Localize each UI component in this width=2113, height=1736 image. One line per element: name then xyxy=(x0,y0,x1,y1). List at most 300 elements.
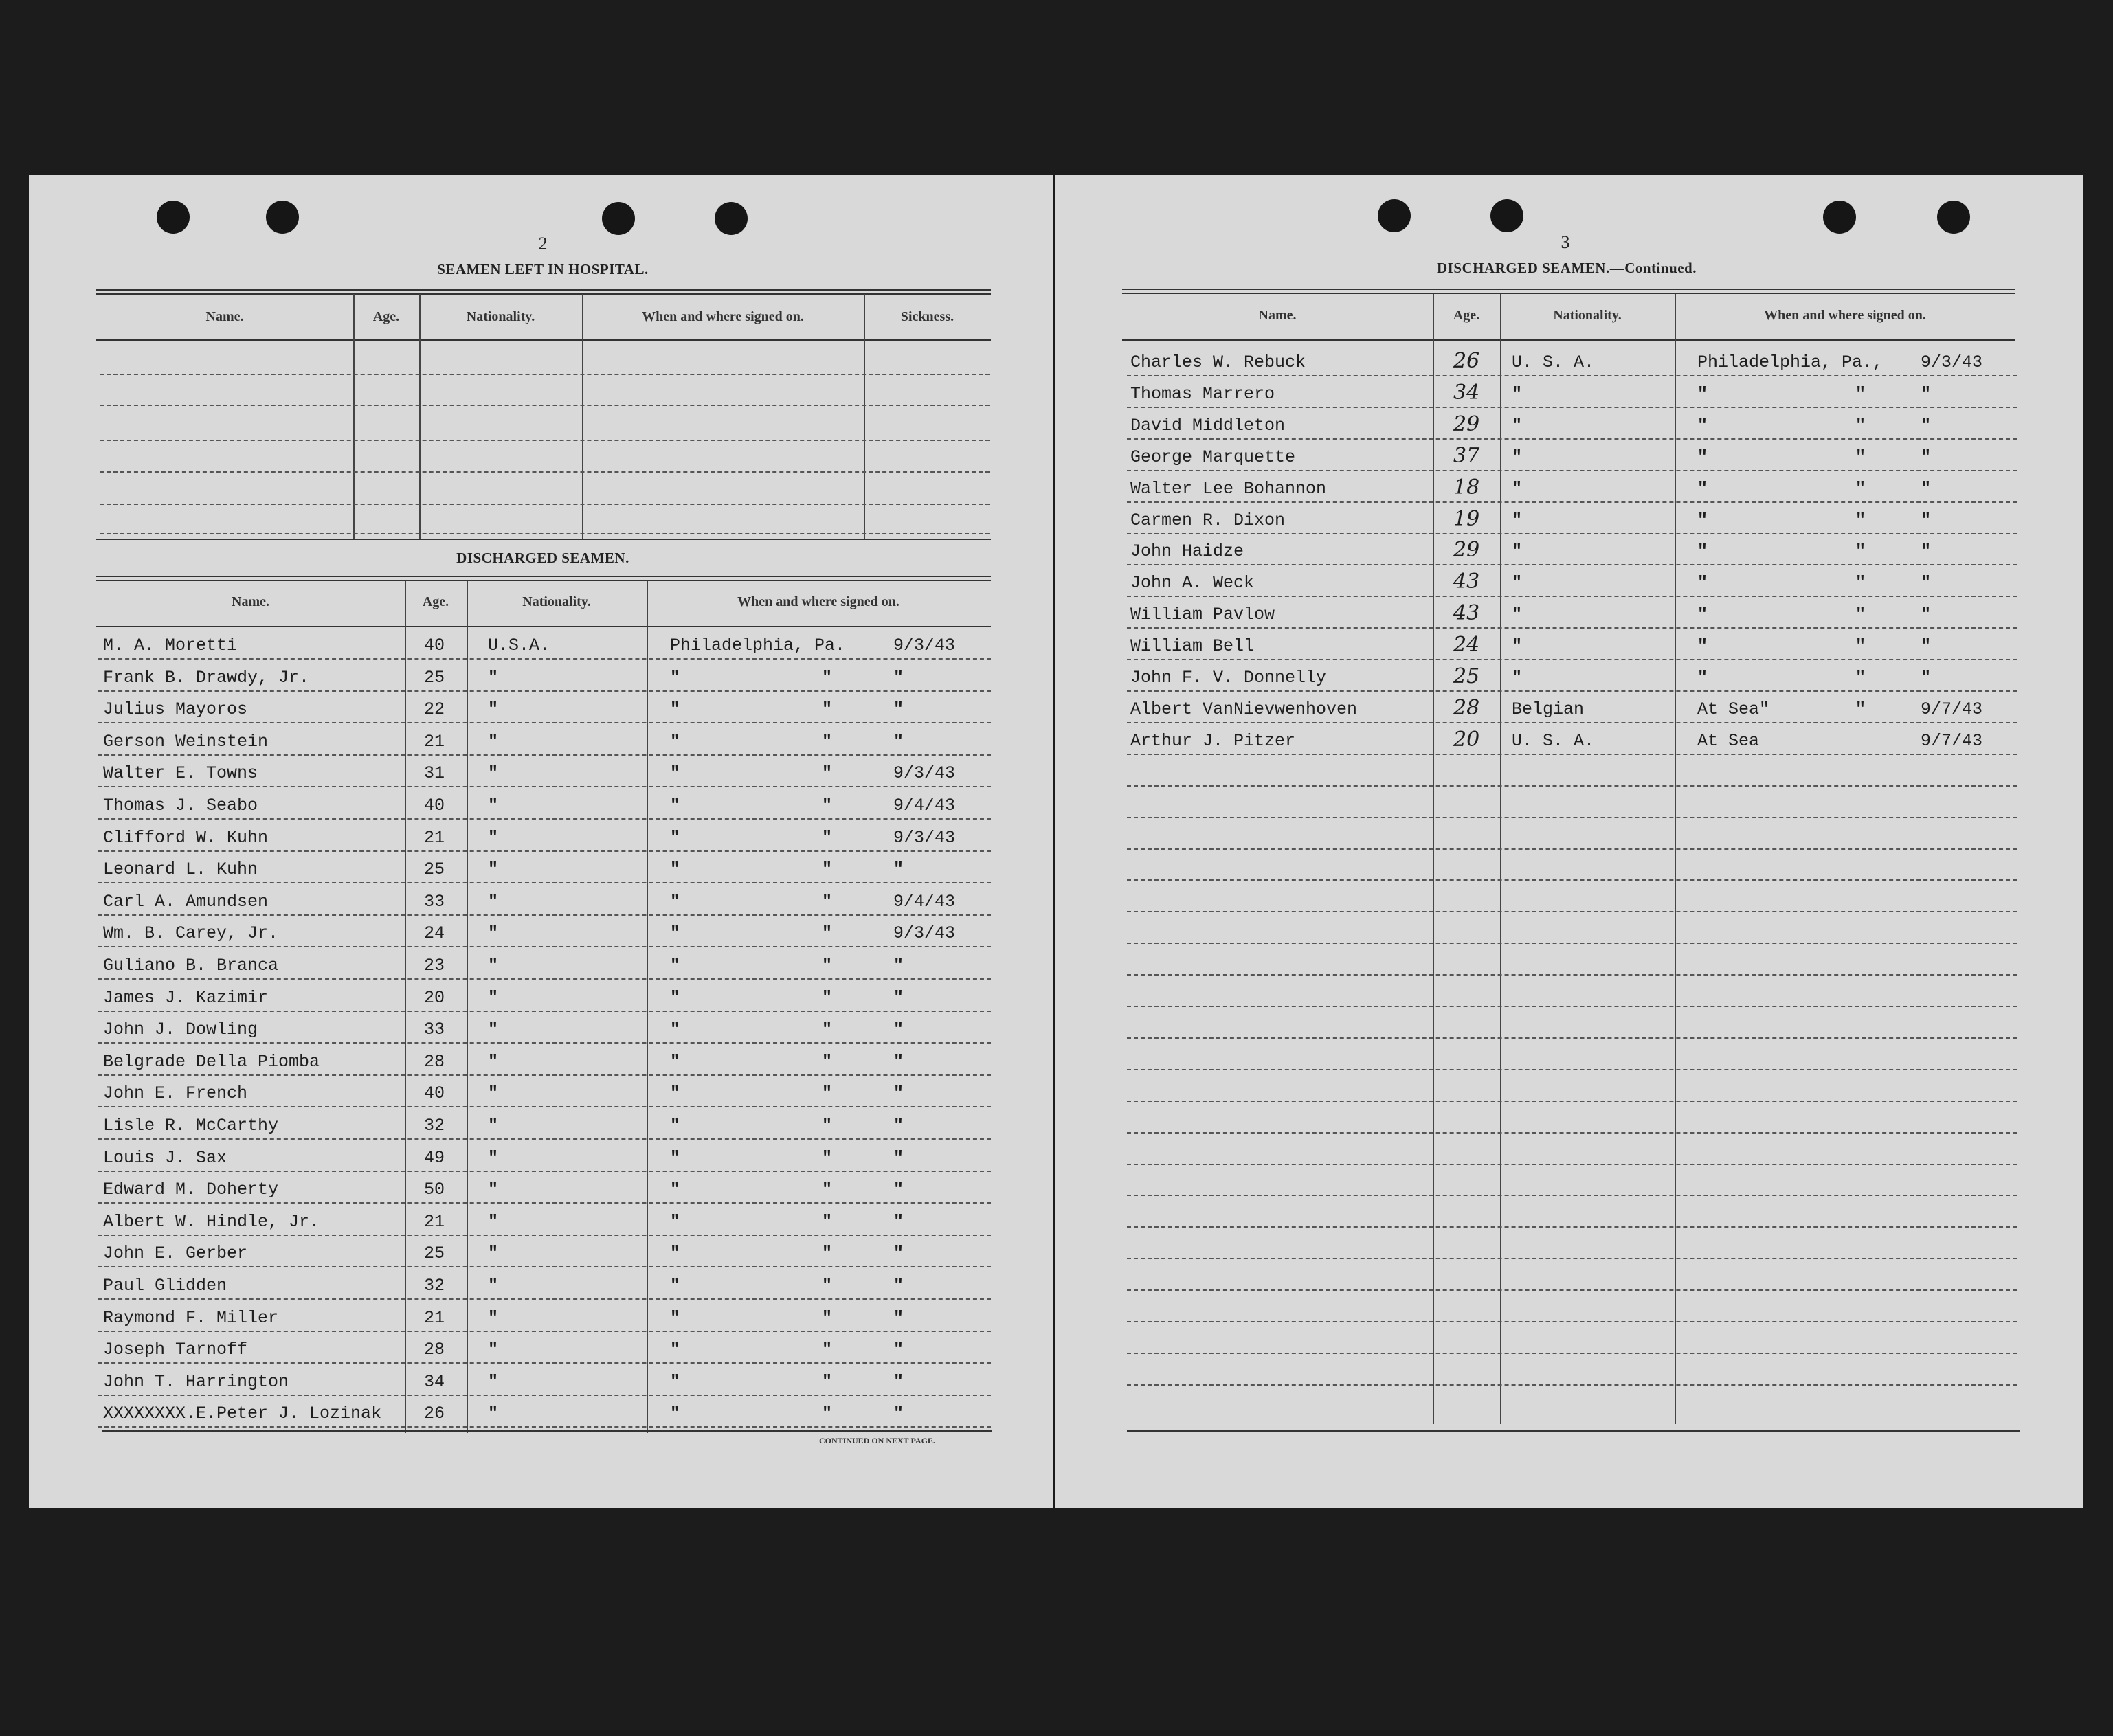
column-divider xyxy=(647,581,648,1433)
cell-w1: " xyxy=(670,667,681,688)
cell-nat: " xyxy=(488,1051,499,1072)
column-divider xyxy=(467,581,468,1433)
cell-w1: " xyxy=(670,1371,681,1392)
cell-w2: " xyxy=(822,1404,833,1424)
cell-w3: 9/4/43 xyxy=(893,796,956,815)
cell-nat: " xyxy=(1512,415,1523,436)
cell-w2: " xyxy=(1855,605,1866,625)
row-line xyxy=(98,850,991,852)
row-line xyxy=(98,754,991,756)
row-line xyxy=(98,1362,991,1364)
cell-w1: At Sea" xyxy=(1697,699,1770,719)
cell-w3: 9/4/43 xyxy=(893,891,956,912)
cell-age: 34 xyxy=(424,1371,445,1392)
cell-w1: " xyxy=(1697,383,1708,404)
rule xyxy=(96,339,991,341)
cell-age: 43 xyxy=(1453,601,1480,626)
row-line xyxy=(1127,690,2017,692)
cell-w2: " xyxy=(822,956,833,976)
cell-w1: " xyxy=(1697,573,1708,594)
cell-w2: " xyxy=(1855,668,1866,688)
rule xyxy=(96,576,991,581)
cell-nat: " xyxy=(1512,636,1523,657)
row-line xyxy=(98,690,991,692)
cell-nat: U. S. A. xyxy=(1512,730,1595,751)
cell-w3: 9/3/43 xyxy=(893,635,956,655)
cell-age: 33 xyxy=(424,891,445,912)
cell-age: 25 xyxy=(424,667,445,688)
binder-hole-icon xyxy=(1490,199,1523,232)
cell-age: 22 xyxy=(424,699,445,720)
cell-w1: " xyxy=(1697,510,1708,530)
row-line xyxy=(1127,879,2017,881)
binder-hole-icon xyxy=(715,202,748,235)
cell-w3: " xyxy=(893,1243,904,1264)
cell-w1: " xyxy=(670,827,681,848)
row-line xyxy=(1127,943,2017,944)
row-line xyxy=(98,1331,991,1332)
cell-w1: " xyxy=(1697,605,1708,625)
cell-age: 21 xyxy=(424,731,445,752)
cell-name: William Bell xyxy=(1130,636,1255,657)
cell-w1: " xyxy=(670,1211,681,1232)
cell-w2: " xyxy=(822,1116,833,1136)
row-line xyxy=(98,978,991,980)
cell-name: John E. Gerber xyxy=(103,1243,248,1264)
discharged-title: DISCHARGED SEAMEN. xyxy=(456,550,629,566)
discharged-header-name: Name. xyxy=(232,594,269,609)
cell-w1: " xyxy=(1697,478,1708,499)
column-divider xyxy=(582,294,583,539)
cell-w3: " xyxy=(893,1211,904,1232)
cell-w3: " xyxy=(893,1307,904,1328)
cell-w3: 9/3/43 xyxy=(1921,352,1983,372)
cell-w1: " xyxy=(1697,447,1708,467)
cell-name: Guliano B. Branca xyxy=(103,956,279,976)
hospital-header-name: Name. xyxy=(205,309,244,324)
cell-name: Albert VanNievwenhoven xyxy=(1130,699,1358,719)
column-divider xyxy=(864,294,865,539)
cell-w3: 9/3/43 xyxy=(893,827,956,848)
cell-w1: " xyxy=(1697,636,1708,657)
row-line xyxy=(1127,754,2017,755)
cell-nat: " xyxy=(488,1211,499,1232)
cell-w3: " xyxy=(1921,573,1932,594)
row-line xyxy=(1127,564,2017,565)
cell-w3: " xyxy=(1921,415,1932,436)
cell-nat: " xyxy=(488,667,499,688)
cell-w1: " xyxy=(670,731,681,752)
cell-name: Belgrade Della Piomba xyxy=(103,1051,320,1072)
row-line xyxy=(1127,627,2017,629)
cell-w3: " xyxy=(893,1276,904,1296)
row-line xyxy=(1127,848,2017,850)
cell-w2: " xyxy=(822,1051,833,1072)
cell-name: XXXXXXXX.E.Peter J. Lozinak xyxy=(103,1404,382,1424)
cell-age: 28 xyxy=(424,1051,445,1072)
cell-w3: " xyxy=(893,1180,904,1200)
cell-w3: " xyxy=(893,1340,904,1360)
cell-age: 34 xyxy=(1453,380,1480,405)
cell-w2: " xyxy=(822,1180,833,1200)
row-line xyxy=(98,1202,991,1204)
row-line xyxy=(1127,1258,2017,1259)
cell-nat: " xyxy=(488,827,499,848)
row-line xyxy=(98,1106,991,1107)
cell-age: 40 xyxy=(424,1083,445,1104)
cell-w1: " xyxy=(670,763,681,784)
cell-w3: " xyxy=(893,699,904,720)
binder-hole-icon xyxy=(1937,201,1970,234)
cell-nat: " xyxy=(488,763,499,784)
cell-w2: " xyxy=(822,667,833,688)
row-line xyxy=(98,1266,991,1267)
row-line xyxy=(1127,533,2017,534)
cell-nat: " xyxy=(488,956,499,976)
cell-nat: U.S.A. xyxy=(488,635,550,655)
row-line xyxy=(98,946,991,947)
cell-nat: " xyxy=(1512,541,1523,562)
cell-nat: " xyxy=(488,731,499,752)
row-line xyxy=(98,818,991,820)
cell-age: 43 xyxy=(1453,570,1480,594)
cell-name: John T. Harrington xyxy=(103,1371,289,1392)
cell-nat: " xyxy=(488,1116,499,1136)
cell-w3: " xyxy=(893,1404,904,1424)
cell-w1: At Sea xyxy=(1697,730,1760,751)
cell-w2: " xyxy=(822,1211,833,1232)
hospital-header-signed-on: When and where signed on. xyxy=(642,309,804,324)
cell-name: Walter E. Towns xyxy=(103,763,258,784)
rule xyxy=(1122,289,2015,294)
cell-name: Carl A. Amundsen xyxy=(103,891,269,912)
discharged-header-nationality: Nationality. xyxy=(522,594,591,609)
cell-name: Thomas J. Seabo xyxy=(103,796,258,815)
row-line xyxy=(98,1426,991,1428)
rule xyxy=(1122,339,2015,341)
cell-w2: " xyxy=(1855,541,1866,562)
cell-w1: " xyxy=(670,956,681,976)
cell-age: 25 xyxy=(1453,664,1480,688)
rule xyxy=(1127,1430,2020,1432)
cell-w1: " xyxy=(1697,668,1708,688)
row-line xyxy=(1127,785,2017,787)
row-line xyxy=(1127,1069,2017,1070)
cell-name: Gerson Weinstein xyxy=(103,731,269,752)
cell-w1: Philadelphia, Pa. xyxy=(670,635,846,655)
cell-name: Louis J. Sax xyxy=(103,1147,227,1168)
cell-w2: " xyxy=(1855,447,1866,467)
cell-nat: " xyxy=(488,987,499,1008)
cell-name: Paul Glidden xyxy=(103,1276,227,1296)
row-line xyxy=(1127,1101,2017,1102)
cell-w2: " xyxy=(822,699,833,720)
cell-nat: " xyxy=(488,1340,499,1360)
cell-nat: " xyxy=(1512,605,1523,625)
cell-w1: " xyxy=(1697,415,1708,436)
column-divider xyxy=(405,581,406,1433)
cell-w2: " xyxy=(822,763,833,784)
cell-w1: " xyxy=(670,1276,681,1296)
empty-row-line xyxy=(100,440,990,441)
cell-age: 21 xyxy=(424,1307,445,1328)
empty-row-line xyxy=(100,471,990,473)
cell-name: James J. Kazimir xyxy=(103,987,269,1008)
cell-age: 29 xyxy=(1453,538,1480,563)
cell-w2: " xyxy=(1855,510,1866,530)
cell-w2: " xyxy=(822,731,833,752)
cell-w2: " xyxy=(822,987,833,1008)
row-line xyxy=(1127,911,2017,912)
cell-w1: " xyxy=(670,796,681,815)
row-line xyxy=(98,1171,991,1172)
cell-w3: " xyxy=(1921,605,1932,625)
cell-name: Lisle R. McCarthy xyxy=(103,1116,279,1136)
cell-w3: " xyxy=(893,1051,904,1072)
cell-w1: " xyxy=(670,1340,681,1360)
cell-name: Edward M. Doherty xyxy=(103,1180,279,1200)
cell-name: Raymond F. Miller xyxy=(103,1307,279,1328)
cell-age: 25 xyxy=(424,1243,445,1264)
binder-hole-icon xyxy=(602,202,635,235)
empty-row-line xyxy=(100,533,990,534)
cell-name: George Marquette xyxy=(1130,447,1296,467)
cell-w3: " xyxy=(1921,636,1932,657)
row-line xyxy=(98,1395,991,1396)
cell-w2: " xyxy=(822,796,833,815)
cell-age: 20 xyxy=(1453,727,1480,752)
cell-age: 33 xyxy=(424,1019,445,1040)
binder-hole-icon xyxy=(1378,199,1411,232)
cell-w3: " xyxy=(1921,447,1932,467)
cell-age: 19 xyxy=(1453,506,1480,531)
cell-name: Julius Mayoros xyxy=(103,699,248,720)
cell-name: Clifford W. Kuhn xyxy=(103,827,269,848)
column-divider xyxy=(1433,294,1434,1424)
row-line xyxy=(98,1298,991,1300)
cell-name: Frank B. Drawdy, Jr. xyxy=(103,667,310,688)
cell-name: John F. V. Donnelly xyxy=(1130,668,1327,688)
cell-w1: " xyxy=(670,923,681,944)
cell-nat: " xyxy=(488,891,499,912)
row-line xyxy=(1127,1037,2017,1039)
cell-name: John E. French xyxy=(103,1083,248,1104)
cell-age: 23 xyxy=(424,956,445,976)
row-line xyxy=(1127,1006,2017,1007)
binder-hole-icon xyxy=(1823,201,1856,234)
cell-w2: " xyxy=(822,1147,833,1168)
cell-nat: U. S. A. xyxy=(1512,352,1595,372)
cell-name: William Pavlow xyxy=(1130,605,1275,625)
cell-age: 32 xyxy=(424,1116,445,1136)
row-line xyxy=(1127,1164,2017,1165)
cell-nat: " xyxy=(488,1371,499,1392)
cell-w3: " xyxy=(893,1147,904,1168)
row-line xyxy=(98,1042,991,1044)
cell-w3: " xyxy=(1921,478,1932,499)
cell-nat: " xyxy=(1512,573,1523,594)
cell-w3: " xyxy=(1921,541,1932,562)
hospital-header-age: Age. xyxy=(372,309,400,324)
cell-name: Charles W. Rebuck xyxy=(1130,352,1306,372)
row-line xyxy=(1127,974,2017,976)
cell-w1: " xyxy=(670,859,681,880)
cell-nat: " xyxy=(488,1307,499,1328)
row-line xyxy=(1127,722,2017,723)
cell-w2: " xyxy=(822,923,833,944)
cell-w3: " xyxy=(893,987,904,1008)
cell-name: John Haidze xyxy=(1130,541,1244,562)
cell-age: 40 xyxy=(424,796,445,815)
cell-age: 49 xyxy=(424,1147,445,1168)
row-line xyxy=(1127,407,2017,408)
cell-w1: Philadelphia, Pa., xyxy=(1697,352,1883,372)
cell-age: 31 xyxy=(424,763,445,784)
cell-age: 50 xyxy=(424,1180,445,1200)
cell-w3: 9/7/43 xyxy=(1921,730,1983,751)
cell-nat: " xyxy=(488,1404,499,1424)
hospital-title: SEAMEN LEFT IN HOSPITAL. xyxy=(437,261,649,278)
rule xyxy=(96,289,991,295)
cell-w1: " xyxy=(670,1051,681,1072)
empty-row-line xyxy=(100,374,990,375)
rule xyxy=(96,626,991,627)
binder-hole-icon xyxy=(157,201,190,234)
cell-w2: " xyxy=(1855,415,1866,436)
cell-w1: " xyxy=(670,1147,681,1168)
row-line xyxy=(98,658,991,660)
cell-nat: " xyxy=(1512,383,1523,404)
row-line xyxy=(1127,1132,2017,1134)
cell-name: Thomas Marrero xyxy=(1130,383,1275,404)
cell-nat: " xyxy=(488,923,499,944)
cell-w2: " xyxy=(822,1307,833,1328)
cell-age: 40 xyxy=(424,635,445,655)
cell-w3: 9/3/43 xyxy=(893,763,956,784)
cell-w2: " xyxy=(822,827,833,848)
column-divider xyxy=(419,294,421,539)
cell-age: 28 xyxy=(1453,695,1480,720)
cell-name: Wm. B. Carey, Jr. xyxy=(103,923,279,944)
row-line xyxy=(1127,1226,2017,1228)
cell-w3: " xyxy=(893,667,904,688)
row-line xyxy=(1127,470,2017,471)
cell-w1: " xyxy=(670,1404,681,1424)
cell-w2: " xyxy=(822,1276,833,1296)
row-line xyxy=(98,914,991,916)
cell-age: 20 xyxy=(424,987,445,1008)
cell-age: 37 xyxy=(1453,443,1480,468)
cell-nat: " xyxy=(1512,447,1523,467)
row-line xyxy=(98,1011,991,1012)
cell-age: 26 xyxy=(1453,349,1480,373)
cell-w2: " xyxy=(822,1243,833,1264)
empty-row-line xyxy=(100,405,990,406)
row-line xyxy=(1127,659,2017,660)
binder-hole-icon xyxy=(266,201,299,234)
cell-nat: Belgian xyxy=(1512,699,1585,719)
cell-age: 21 xyxy=(424,1211,445,1232)
cell-w2: " xyxy=(1855,636,1866,657)
cell-w3: " xyxy=(893,859,904,880)
rule xyxy=(102,1430,992,1432)
row-line xyxy=(98,722,991,723)
cell-w1: " xyxy=(1697,541,1708,562)
continued-note: CONTINUED ON NEXT PAGE. xyxy=(819,1436,935,1445)
cell-w1: " xyxy=(670,1243,681,1264)
cell-nat: " xyxy=(1512,510,1523,530)
row-line xyxy=(1127,1195,2017,1196)
cell-w3: " xyxy=(893,1371,904,1392)
hospital-header-nationality: Nationality. xyxy=(466,309,535,324)
cell-w2: " xyxy=(822,1340,833,1360)
row-line xyxy=(1127,1321,2017,1322)
hospital-header-sickness: Sickness. xyxy=(900,309,954,324)
cell-name: John J. Dowling xyxy=(103,1019,258,1040)
cell-age: 21 xyxy=(424,827,445,848)
right-header-age: Age. xyxy=(1453,308,1480,323)
row-line xyxy=(1127,501,2017,503)
cell-w1: " xyxy=(670,1180,681,1200)
column-divider xyxy=(1675,294,1676,1424)
cell-w3: " xyxy=(1921,383,1932,404)
cell-w1: " xyxy=(670,1083,681,1104)
page-number: 2 xyxy=(538,234,548,253)
cell-nat: " xyxy=(1512,668,1523,688)
row-line xyxy=(1127,1353,2017,1354)
cell-age: 28 xyxy=(424,1340,445,1360)
cell-nat: " xyxy=(488,699,499,720)
cell-w2: " xyxy=(1855,383,1866,404)
cell-age: 24 xyxy=(424,923,445,944)
cell-name: Albert W. Hindle, Jr. xyxy=(103,1211,320,1232)
cell-w3: " xyxy=(893,1116,904,1136)
cell-w3: 9/7/43 xyxy=(1921,699,1983,719)
cell-age: 25 xyxy=(424,859,445,880)
cell-nat: " xyxy=(1512,478,1523,499)
cell-nat: " xyxy=(488,1243,499,1264)
cell-age: 18 xyxy=(1453,475,1480,499)
row-line xyxy=(98,1138,991,1140)
cell-w1: " xyxy=(670,891,681,912)
row-line xyxy=(98,1074,991,1076)
cell-w2: " xyxy=(822,1371,833,1392)
cell-name: Carmen R. Dixon xyxy=(1130,510,1286,530)
page-number: 3 xyxy=(1561,232,1570,252)
cell-w1: " xyxy=(670,987,681,1008)
cell-w2: " xyxy=(822,859,833,880)
cell-w3: 9/3/43 xyxy=(893,923,956,944)
row-line xyxy=(1127,817,2017,818)
row-line xyxy=(1127,596,2017,597)
cell-age: 32 xyxy=(424,1276,445,1296)
cell-nat: " xyxy=(488,1147,499,1168)
cell-w3: " xyxy=(1921,668,1932,688)
cell-w1: " xyxy=(670,699,681,720)
cell-w3: " xyxy=(893,956,904,976)
cell-w2: " xyxy=(822,1019,833,1040)
row-line xyxy=(1127,1289,2017,1291)
cell-nat: " xyxy=(488,859,499,880)
cell-w3: " xyxy=(1921,510,1932,530)
row-line xyxy=(98,882,991,883)
cell-nat: " xyxy=(488,1180,499,1200)
row-line xyxy=(1127,1384,2017,1386)
right-title: DISCHARGED SEAMEN.—Continued. xyxy=(1437,260,1697,276)
right-header-name: Name. xyxy=(1258,308,1297,323)
column-divider xyxy=(353,294,355,539)
cell-nat: " xyxy=(488,796,499,815)
